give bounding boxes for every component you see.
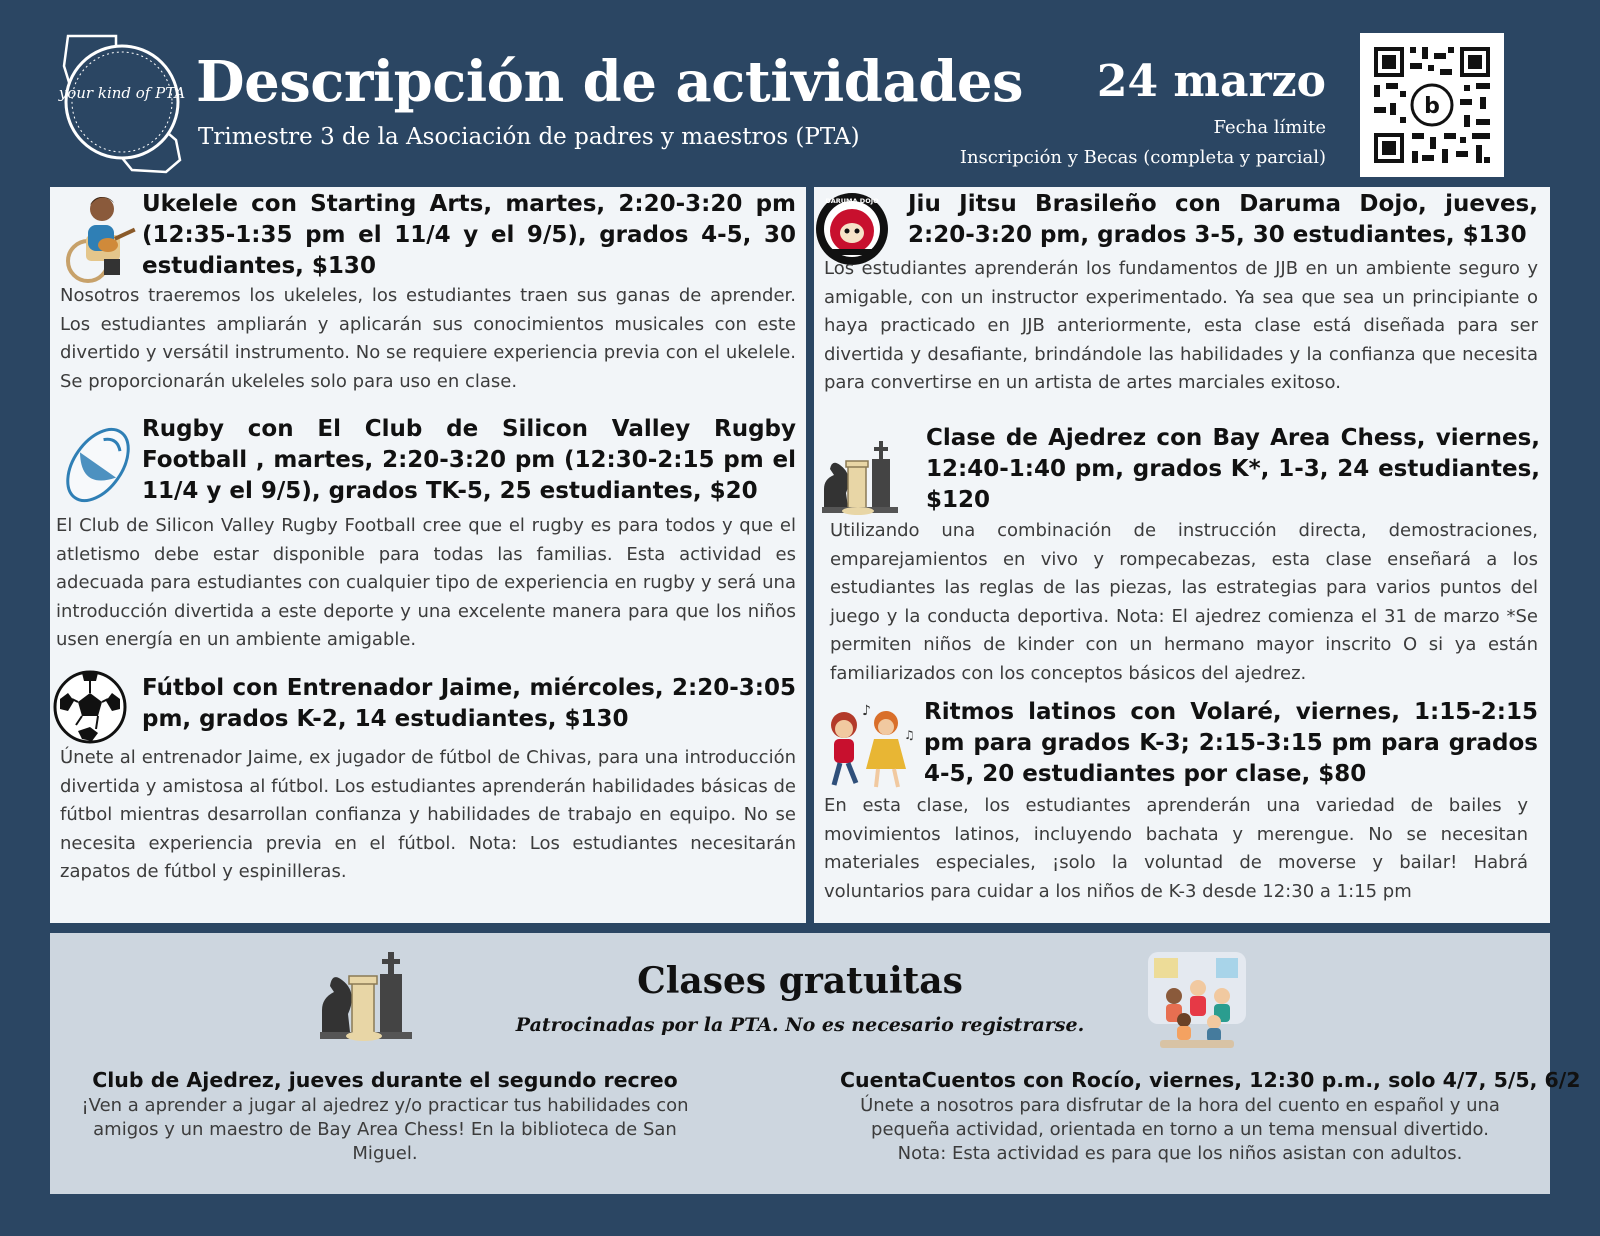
- ritmos-description: En esta clase, los estudiantes aprenderán una variedad de bailes y movimientos latinos, incluyendo bachata y merengue. No se necesitan materiales especiales, ¡solo la voluntad de moverse y bailar! Habrá voluntarios para cuidar a los niños de K-3 desde 12:30 a 1:15 pm: [824, 795, 1528, 902]
- activities-left-panel: [50, 187, 806, 923]
- jiujitsu-title: Jiu Jitsu Brasileño con Daruma Dojo, jueves, 2:20-3:20 pm, grados 3-5, 30 estudiantes, $130: [908, 191, 1538, 248]
- ukelele-description: Nosotros traeremos los ukeleles, los estudiantes traen sus ganas de aprender. Los estudiantes ampliarán y aplicarán sus conocimientos musicales con este divertido y versátil instrumento. No se requiere experiencia previa con el ukelele. Se proporcionarán ukeleles solo para uso en clase.: [60, 285, 796, 392]
- futbol-title: Fútbol con Entrenador Jaime, miércoles, 2:20-3:05 pm, grados K-2, 14 estudiantes, $130: [142, 675, 796, 732]
- deadline-label: Fecha límite: [1213, 117, 1326, 138]
- cuentacuentos-description: Únete a nosotros para disfrutar de la hora del cuento en español y una pequeña actividad, orientada en torno a un tema mensual divertido. Nota: Esta actividad es para que los niños asistan con adultos.: [860, 1095, 1500, 1164]
- ukelele-title: Ukelele con Starting Arts, martes, 2:20-3:20 pm (12:35-1:35 pm el 11/4 y el 9/5), grados 4-5, 30 estudiantes, $130: [142, 191, 796, 279]
- ajedrez-description: Utilizando una combinación de instrucción directa, demostraciones, emparejamientos en vivo y rompecabezas, esta clase enseñará a los estudiantes las reglas de las piezas, las estrategias para varios puntos del juego y la conducta deportiva. Nota: El ajedrez comienza el 31 de marzo *Se permiten niños de kinder con un hermano mayor inscrito O si ya están familiarizados con los conceptos básicos del ajedrez.: [830, 520, 1538, 684]
- free-classes-heading: Clases gratuitas: [637, 960, 963, 1002]
- rugby-ball-icon: [58, 423, 138, 507]
- club-ajedrez-title: Club de Ajedrez, jueves durante el segundo recreo: [92, 1068, 678, 1092]
- soccer-ball-icon: [52, 669, 128, 745]
- dancing-kids-icon: [816, 699, 916, 791]
- deadline-date: 24 marzo: [1096, 56, 1326, 107]
- deadline-note: Inscripción y Becas (completa y parcial): [959, 147, 1326, 168]
- qr-code-icon[interactable]: [1360, 33, 1504, 177]
- pta-california-logo-icon: [58, 32, 190, 174]
- ritmos-title: Ritmos latinos con Volaré, viernes, 1:15-2:15 pm para grados K-3; 2:15-3:15 pm para grados 4-5, 20 estudiantes por clase, $80: [924, 699, 1538, 787]
- activities-right-panel: [814, 187, 1550, 923]
- daruma-logo-text: DARUMA DOJO: [825, 197, 879, 205]
- jiujitsu-description: Los estudiantes aprenderán los fundamentos de JJB en un ambiente seguro y amigable, con un instructor experimentado. Ya sea que sea un principiante o haya practicado en JJB anteriormente, esta clase está diseñada para ser divertida y desafiante, brindándole las habilidades y la confianza que necesita para convertirse en un artista de artes marciales exitoso.: [824, 258, 1538, 393]
- rugby-description: El Club de Silicon Valley Rugby Football cree que el rugby es para todos y que el atletismo debe estar disponible para todas las familias. Esta actividad es adecuada para estudiantes con cualquier tipo de experiencia en rugby y será una introducción divertida a este deporte y una excelente manera para que los niños usen energía en un ambiente amigable.: [56, 515, 796, 650]
- logo-text: your kind of PTA: [58, 84, 186, 102]
- cuentacuentos-title: CuentaCuentos con Rocío, viernes, 12:30 p.m., solo 4/7, 5/5, 6/2: [840, 1068, 1581, 1092]
- ukulele-kid-icon: [62, 187, 140, 283]
- page-title: Descripción de actividades: [196, 49, 1024, 115]
- free-classes-subheading: Patrocinadas por la PTA. No es necesario registrarse.: [515, 1014, 1085, 1036]
- svg-text:♪: ♪: [862, 703, 871, 719]
- chess-pieces-icon: [818, 435, 902, 517]
- storytime-kids-icon: [1140, 948, 1254, 1052]
- club-ajedrez-description: ¡Ven a aprender a jugar al ajedrez y/o practicar tus habilidades con amigos y un maestro de Bay Area Chess! En la biblioteca de San Miguel.: [81, 1095, 689, 1164]
- svg-text:♫: ♫: [904, 728, 915, 742]
- svg-text:b: b: [1424, 94, 1440, 119]
- futbol-description: Únete al entrenador Jaime, ex jugador de fútbol de Chivas, para una introducción divertida y amistosa al fútbol. Los estudiantes aprenderán habilidades básicas de fútbol mientras desarrollan confianza y habilidades de trabajo en equipo. No se necesita experiencia previa en el fútbol. Nota: Los estudiantes necesitarán zapatos de fútbol y espinilleras.: [60, 747, 796, 882]
- ajedrez-title: Clase de Ajedrez con Bay Area Chess, viernes, 12:40-1:40 pm, grados K*, 1-3, 24 estudiantes, $120: [926, 425, 1540, 513]
- page-subtitle: Trimestre 3 de la Asociación de padres y maestros (PTA): [198, 124, 860, 150]
- rugby-title: Rugby con El Club de Silicon Valley Rugby Football , martes, 2:20-3:20 pm (12:30-2:15 pm el 11/4 y el 9/5), grados TK-5, 25 estudiantes, $20: [142, 416, 796, 504]
